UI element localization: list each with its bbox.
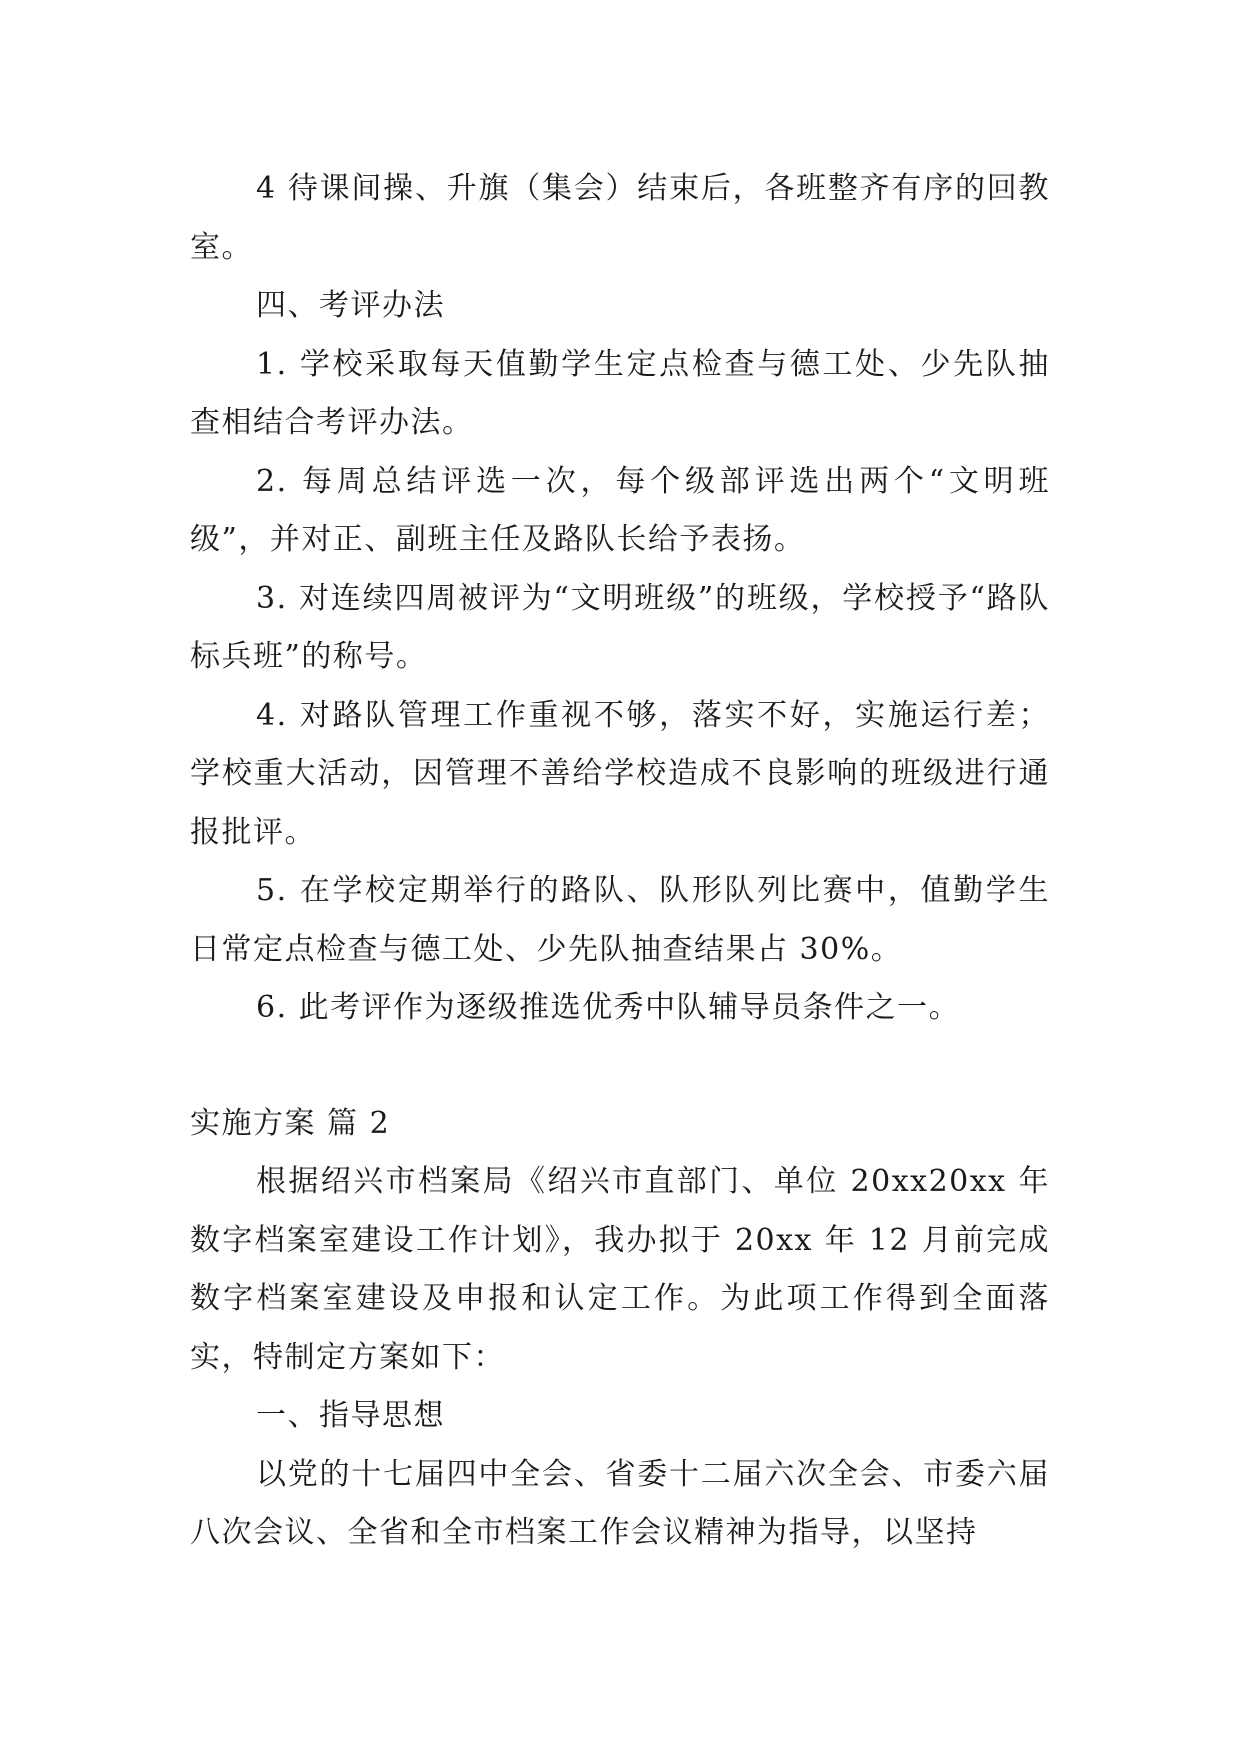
- paragraph-guiding-ideology: 以党的十七届四中全会、省委十二届六次全会、市委六届八次会议、全省和全市档案工作会议精神为指导，以坚持: [190, 1456, 1050, 1550]
- paragraph-evaluation-3: 3. 对连续四周被评为“文明班级”的班级，学校授予“路队标兵班”的称号。: [190, 580, 1050, 674]
- section-title-plan-2: 实施方案 篇 2: [190, 1105, 391, 1141]
- paragraph-evaluation-6: 6. 此考评作为逐级推选优秀中队辅导员条件之一。: [256, 990, 961, 1025]
- paragraph-evaluation-2: 2. 每周总结评选一次，每个级部评选出两个“文明班级”，并对正、副班主任及路队长给予表扬。: [190, 463, 1050, 557]
- paragraph-return-classroom: 4 待课间操、升旗（集会）结束后，各班整齐有序的回教室。: [190, 171, 1050, 265]
- paragraph-plan-intro: 根据绍兴市档案局《绍兴市直部门、单位 20xx20xx 年数字档案室建设工作计划》，我办拟于 20xx 年 12 月前完成数字档案室建设及申报和认定工作。为此项工作得到全面落实，特制定方案如下：: [190, 1164, 1050, 1375]
- heading-evaluation-method: 四、考评办法: [256, 288, 445, 323]
- paragraph-evaluation-4: 4. 对路队管理工作重视不够，落实不好，实施运行差；学校重大活动，因管理不善给学校造成不良影响的班级进行通报批评。: [190, 697, 1050, 850]
- document-body: [190, 160, 1050, 1563]
- paragraph-evaluation-5: 5. 在学校定期举行的路队、队形队列比赛中，值勤学生日常定点检查与德工处、少先队抽查结果占 30%。: [190, 873, 1050, 967]
- paragraph-evaluation-1: 1. 学校采取每天值勤学生定点检查与德工处、少先队抽查相结合考评办法。: [190, 346, 1050, 440]
- heading-guiding-ideology: 一、指导思想: [256, 1398, 445, 1433]
